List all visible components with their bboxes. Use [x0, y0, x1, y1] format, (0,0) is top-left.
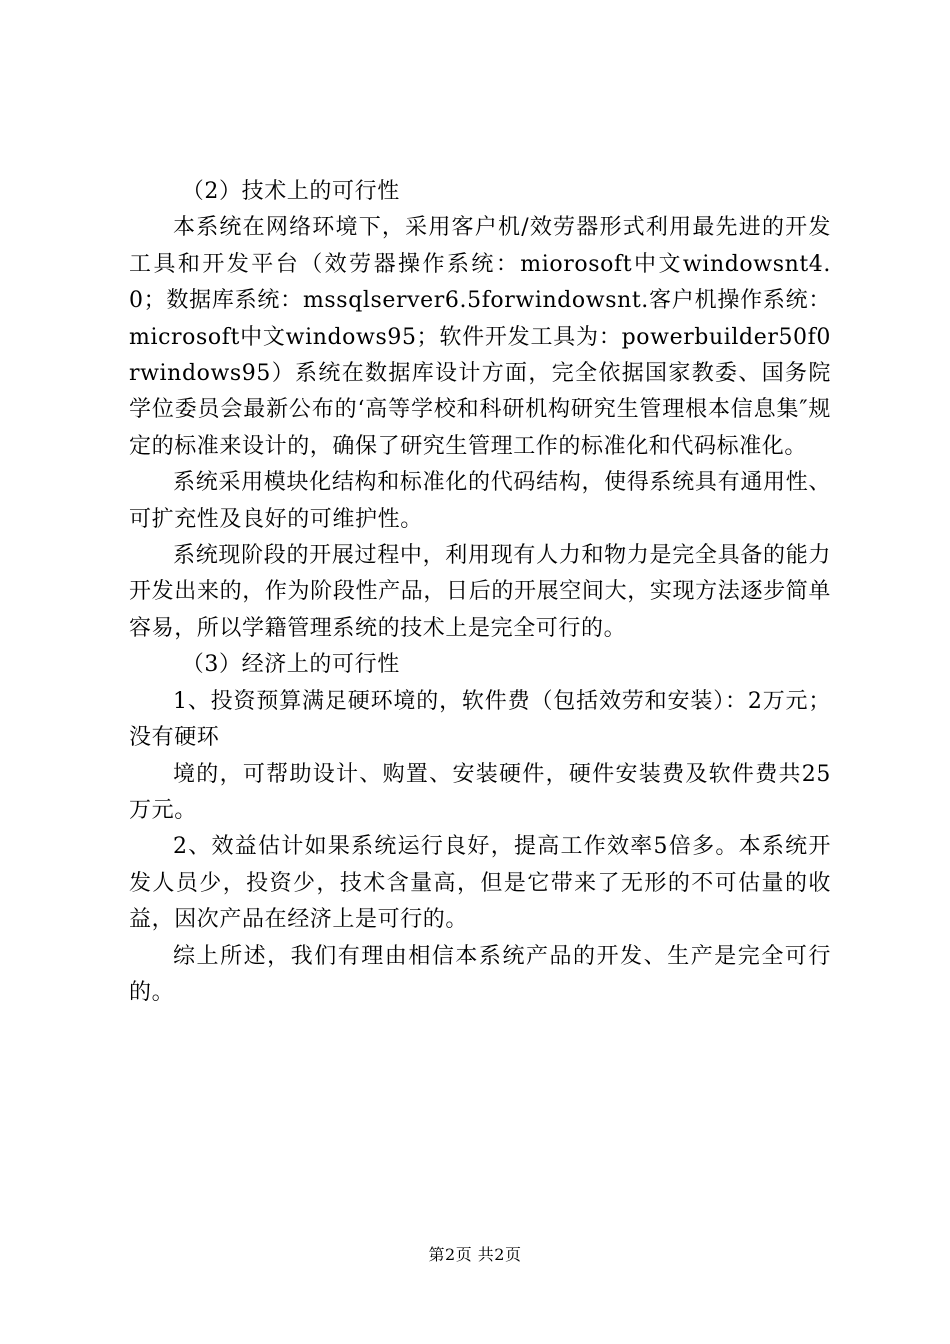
paragraph-system-platform: 本系统在网络环境下，采用客户机/效劳器形式利用最先进的开发工具和开发平台（效劳器操作系统：miorosoft中文windowsnt4.0；数据库系统：mssqlserver6.5forwindowsnt.客户机操作系统：microsoft中文windows95；软件开发工具为：powerbuilder50f0rwindows95）系统在数据库设计方面，完全依据国家教委、国务院学位委员会最新公布的‘高等学校和科研机构研究生管理根本信息集″规定的标准来设计的，确保了研究生管理工作的标准化和代码标准化。 — [129, 215, 831, 459]
paragraph-conclusion: 综上所述，我们有理由相信本系统产品的开发、生产是完全可行的。 — [129, 943, 831, 1005]
section-heading-economic-feasibility: （3）经济上的可行性 — [181, 652, 400, 678]
paragraph-current-stage: 系统现阶段的开展过程中，利用现有人力和物力是完全具备的能力开发出来的，作为阶段性产品，日后的开展空间大，实现方法逐步简单容易，所以学籍管理系统的技术上是完全可行的。 — [129, 543, 831, 641]
document-body — [129, 174, 831, 1011]
paragraph-investment-budget: 1、投资预算满足硬环境的，软件费（包括效劳和安装）：2万元；没有硬环 — [129, 688, 831, 751]
paragraph-benefit-estimate: 2、效益估计如果系统运行良好，提高工作效率5倍多。本系统开发人员少，投资少，技术含量高，但是它带来了无形的不可估量的收益，因次产品在经济上是可行的。 — [129, 834, 831, 933]
paragraph-hardware-cost: 境的，可帮助设计、购置、安装硬件，硬件安装费及软件费共25万元。 — [129, 761, 831, 823]
paragraph-modular-structure: 系统采用模块化结构和标准化的代码结构，使得系统具有通用性、可扩充性及良好的可维护性。 — [129, 470, 831, 532]
page-footer: 第2页 共2页 — [428, 1245, 522, 1264]
section-heading-technical-feasibility: （2）技术上的可行性 — [181, 179, 400, 204]
